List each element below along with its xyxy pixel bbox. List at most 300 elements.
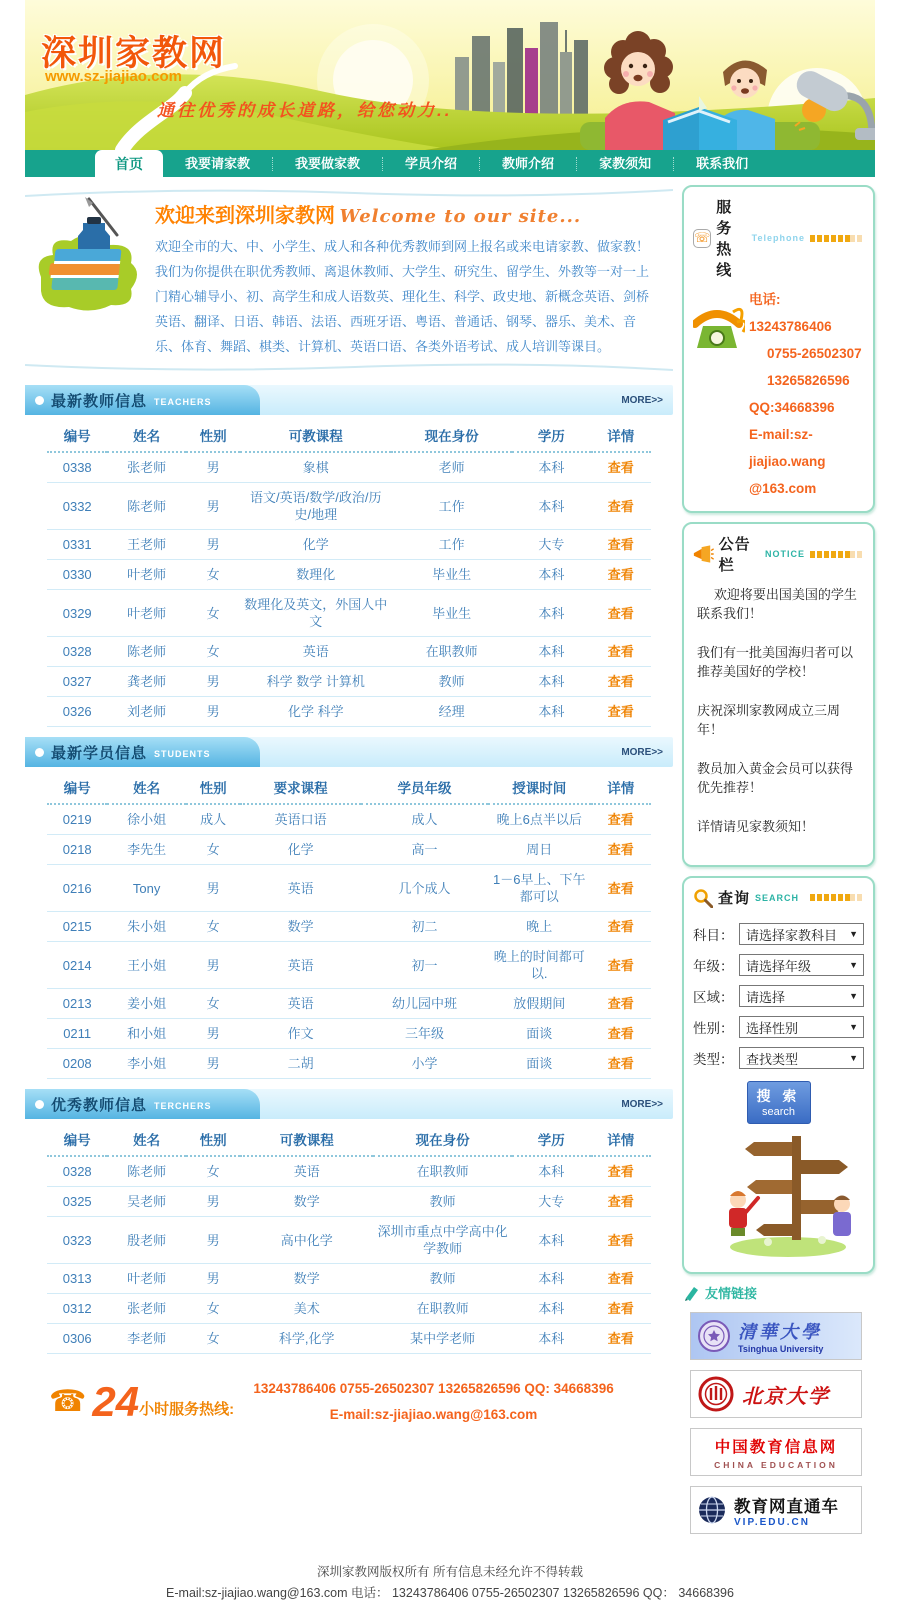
nav-item-home[interactable]: 首页 <box>95 150 163 177</box>
welcome-paragraph-1: 欢迎全市的大、中、小学生、成人和各种优秀教师到网上报名或来电请家教、做家教！ <box>155 239 650 254</box>
table-cell: 本科 <box>512 1217 591 1264</box>
table-cell: 0215 <box>47 912 107 942</box>
view-link[interactable]: 查看 <box>607 880 634 896</box>
page-container <box>25 0 875 1604</box>
select-value: 请选择年级 <box>746 958 812 974</box>
table-cell: 化学 科学 <box>240 697 391 727</box>
table-cell: 陈老师 <box>107 1156 186 1187</box>
site-tagline: 通往优秀的成长道路，给您动力.. <box>157 101 453 120</box>
table-cell: 李老师 <box>107 1324 186 1354</box>
search-field-type <box>693 1047 864 1069</box>
table-row <box>47 1187 651 1217</box>
notice-list <box>693 581 864 836</box>
table-cell: 英语口语 <box>240 804 361 835</box>
table-cell: 本科 <box>512 483 591 530</box>
field-label: 性别： <box>693 1021 734 1036</box>
col-gender: 性别 <box>186 417 240 452</box>
box-title: 服务热线 <box>716 199 733 279</box>
tsinghua-seal-icon <box>697 1319 731 1353</box>
table-cell: 女 <box>186 912 240 942</box>
pen-icon <box>684 1285 700 1301</box>
table-cell: 男 <box>186 1019 240 1049</box>
gender-select[interactable] <box>739 1016 864 1038</box>
search-field-region <box>693 985 864 1007</box>
table-cell: 化学 <box>240 835 361 865</box>
table-row <box>47 865 651 912</box>
col-grade: 学员年级 <box>361 769 488 804</box>
view-link[interactable]: 查看 <box>607 460 634 475</box>
footer-contacts: E-mail:sz-jiajiao.wang@163.com 电话： 13243786406 0755-26502307 13265826596 QQ： 34668396 <box>166 1586 734 1600</box>
table-cell: 0214 <box>47 942 107 989</box>
service-line: 0755-26502307 <box>767 346 862 361</box>
students-table <box>47 769 651 1079</box>
table-cell: 面谈 <box>488 1049 591 1079</box>
table-cell: 大专 <box>512 530 591 560</box>
table-cell: 0313 <box>47 1264 107 1294</box>
section-header <box>25 737 673 767</box>
box-title: 公告栏 <box>718 536 751 574</box>
banner-title: 北京大学 <box>742 1383 830 1408</box>
search-field-gender <box>693 1016 864 1038</box>
table-cell: 本科 <box>512 697 591 727</box>
box-title: 查询 <box>718 890 751 907</box>
col-id: 编号 <box>47 769 107 804</box>
col-name: 姓名 <box>107 417 186 452</box>
table-cell: 数学 <box>240 1187 373 1217</box>
table-cell: 美术 <box>240 1294 373 1324</box>
col-identity: 现在身份 <box>391 417 512 452</box>
bullet-icon <box>35 748 44 757</box>
col-courses: 要求课程 <box>240 769 361 804</box>
notice-item: 教员加入黄金会员可以获得优先推荐！ <box>697 761 854 795</box>
search-box <box>682 876 875 1274</box>
service-lines <box>745 286 864 502</box>
site-header <box>25 0 875 150</box>
col-detail: 详情 <box>591 769 651 804</box>
table-cell: 李先生 <box>107 835 186 865</box>
section-latest-students <box>25 737 673 1079</box>
view-link[interactable]: 查看 <box>607 674 634 689</box>
table-cell: 三年级 <box>361 1019 488 1049</box>
table-cell: 二胡 <box>240 1049 361 1079</box>
page-footer <box>25 1552 875 1604</box>
table-cell: 0326 <box>47 697 107 727</box>
box-subtitle: NOTICE <box>764 549 805 559</box>
table-cell: 叶老师 <box>107 1264 186 1294</box>
table-row <box>47 1324 651 1354</box>
table-cell: 本科 <box>512 1156 591 1187</box>
section-tab <box>25 1089 260 1119</box>
search-field-grade <box>693 954 864 976</box>
view-link[interactable]: 查看 <box>607 1056 634 1071</box>
view-link[interactable]: 查看 <box>607 1271 634 1286</box>
table-cell: 在职教师 <box>391 637 512 667</box>
globe-icon <box>697 1495 727 1525</box>
region-select[interactable] <box>739 985 864 1007</box>
view-link[interactable]: 查看 <box>607 605 634 621</box>
hotline-24-label: 小时服务热线: <box>139 1400 235 1418</box>
select-value: 查找类型 <box>746 1051 799 1067</box>
table-cell: 男 <box>186 530 240 560</box>
field-label: 科目： <box>693 928 734 943</box>
table-cell: 0219 <box>47 804 107 835</box>
welcome-paragraph-2: 我们为你提供在职优秀教师、离退休教师、大学生、研究生、留学生、外教等一对一上门精心辅导小、初、高学生和成人语数英、理化生、科学、政史地、新概念英语、剑桥英语、翻译、日语、韩语、法语、西班牙语、粤语、普通话、钢琴、器乐、美术、音乐、体育、舞蹈、棋类、计算机、英语口语、各类外语考试、成人培训等课目。 <box>155 264 650 354</box>
table-cell: 数理化及英文，外国人中文 <box>240 590 391 637</box>
view-link[interactable]: 查看 <box>607 919 634 934</box>
box-subtitle: SEARCH <box>755 892 800 903</box>
phone-icon: ☎ <box>49 1385 87 1418</box>
main-nav <box>25 150 875 177</box>
table-row <box>47 1156 651 1187</box>
col-gender: 性别 <box>186 1121 240 1156</box>
hotline-24h <box>25 1360 673 1436</box>
table-cell: 男 <box>186 697 240 727</box>
table-cell: 高中化学 <box>240 1217 373 1264</box>
link-banner-pku[interactable] <box>690 1370 862 1418</box>
signpost-illustration-wrap <box>693 1128 864 1263</box>
view-link[interactable]: 查看 <box>607 1194 634 1209</box>
table-cell: 陈老师 <box>107 637 186 667</box>
col-courses: 可教课程 <box>240 1121 373 1156</box>
section-excellent-teachers <box>25 1089 673 1354</box>
select-value: 选择性别 <box>746 1020 799 1036</box>
signpost-illustration <box>704 1128 864 1258</box>
table-cell: 李小姐 <box>107 1049 186 1079</box>
nav-item-teachers[interactable]: 教师介绍 <box>479 157 576 171</box>
table-cell: 0327 <box>47 667 107 697</box>
section-subtitle: TEACHERS <box>154 397 212 407</box>
table-cell: 放假期间 <box>488 989 591 1019</box>
nav-item-students[interactable]: 学员介绍 <box>382 157 479 171</box>
table-cell: 王小姐 <box>107 942 186 989</box>
table-cell: 女 <box>186 1294 240 1324</box>
table-cell: 女 <box>186 835 240 865</box>
col-time: 授课时间 <box>488 769 591 804</box>
select-value: 请选择家教科目 <box>746 927 838 943</box>
view-link[interactable]: 查看 <box>607 1331 634 1346</box>
table-cell: 面谈 <box>488 1019 591 1049</box>
table-cell: 教师 <box>373 1264 512 1294</box>
table-cell: 晚上6点半以后 <box>488 804 591 835</box>
table-header-row <box>47 417 651 452</box>
section-title: 最新学员信息 <box>51 744 148 762</box>
service-line: 13265826596 <box>767 373 850 388</box>
view-link[interactable]: 查看 <box>607 704 634 719</box>
view-link[interactable]: 查看 <box>607 498 634 514</box>
table-row <box>47 483 651 530</box>
table-row <box>47 1217 651 1264</box>
table-cell: 成人 <box>361 804 488 835</box>
magnifier-icon <box>693 888 713 908</box>
nav-item-notes[interactable]: 家教须知 <box>576 157 673 171</box>
field-label: 区域： <box>693 990 734 1005</box>
table-cell: 晚上的时间都可以. <box>488 942 591 989</box>
table-cell: 殷老师 <box>107 1217 186 1264</box>
table-row <box>47 1294 651 1324</box>
view-link[interactable]: 查看 <box>607 644 634 659</box>
section-tab <box>25 385 260 415</box>
welcome-text <box>155 234 659 359</box>
type-select[interactable] <box>739 1047 864 1069</box>
table-row <box>47 1264 651 1294</box>
table-cell: 初二 <box>361 912 488 942</box>
table-cell: 0328 <box>47 1156 107 1187</box>
bullet-icon <box>35 1100 44 1109</box>
view-link[interactable]: 查看 <box>607 842 634 857</box>
wave-divider <box>25 361 673 375</box>
table-row <box>47 804 651 835</box>
table-cell: 工作 <box>391 483 512 530</box>
table-cell: 陈老师 <box>107 483 186 530</box>
service-line: @163.com <box>749 481 817 496</box>
search-button[interactable] <box>747 1081 811 1124</box>
welcome-panel <box>25 185 673 375</box>
table-cell: 0312 <box>47 1294 107 1324</box>
table-cell: 男 <box>186 483 240 530</box>
service-line: E-mail:sz-jiajiao.wang <box>749 427 826 469</box>
teachers-table <box>47 417 651 727</box>
table-cell: 0218 <box>47 835 107 865</box>
table-cell: 女 <box>186 1156 240 1187</box>
table-cell: 在职教师 <box>373 1294 512 1324</box>
subject-select[interactable] <box>739 923 864 945</box>
table-row <box>47 1049 651 1079</box>
table-cell: 0208 <box>47 1049 107 1079</box>
table-cell: 毕业生 <box>391 590 512 637</box>
table-cell: 0306 <box>47 1324 107 1354</box>
search-button-en: search <box>761 1106 796 1118</box>
table-cell: 毕业生 <box>391 560 512 590</box>
main-column <box>25 185 673 1544</box>
hotline-numbers <box>253 1376 653 1428</box>
table-cell: 晚上 <box>488 912 591 942</box>
more-link[interactable]: MORE>> <box>621 746 663 758</box>
decor-squares <box>810 894 864 901</box>
table-cell: 0328 <box>47 637 107 667</box>
section-subtitle: STUDENTS <box>154 749 211 759</box>
table-cell: 张老师 <box>107 452 186 483</box>
link-banner-china-education[interactable] <box>690 1428 862 1476</box>
view-link[interactable]: 查看 <box>607 1301 634 1316</box>
col-degree: 学历 <box>512 417 591 452</box>
table-cell: 本科 <box>512 452 591 483</box>
table-cell: 教师 <box>391 667 512 697</box>
view-link[interactable]: 查看 <box>607 996 634 1011</box>
table-cell: 姜小姐 <box>107 989 186 1019</box>
banner-title: 清華大學 <box>738 1322 822 1343</box>
table-cell: 男 <box>186 865 240 912</box>
table-cell: 女 <box>186 989 240 1019</box>
table-cell: 本科 <box>512 1294 591 1324</box>
table-cell: 高一 <box>361 835 488 865</box>
section-latest-teachers <box>25 385 673 727</box>
table-cell: 作文 <box>240 1019 361 1049</box>
table-cell: Tony <box>107 865 186 912</box>
table-row <box>47 835 651 865</box>
grade-select[interactable] <box>739 954 864 976</box>
table-cell: 男 <box>186 942 240 989</box>
table-cell: 深圳市重点中学高中化学教师 <box>373 1217 512 1264</box>
table-row <box>47 590 651 637</box>
field-label: 类型： <box>693 1052 734 1067</box>
pku-seal-icon <box>697 1375 735 1413</box>
table-cell: 数理化 <box>240 560 391 590</box>
nav-item-be-tutor[interactable]: 我要做家教 <box>272 157 382 171</box>
box-header <box>693 194 864 286</box>
banner-title: 教育网直通车 <box>734 1497 839 1516</box>
table-cell: 语文/英语/数学/政治/历史/地理 <box>240 483 391 530</box>
search-button-cn: 搜 索 <box>756 1088 801 1104</box>
table-cell: 吴老师 <box>107 1187 186 1217</box>
table-cell: 科学,化学 <box>240 1324 373 1354</box>
section-subtitle: TERCHERS <box>154 1101 212 1111</box>
table-cell: 男 <box>186 1217 240 1264</box>
table-cell: 本科 <box>512 560 591 590</box>
col-name: 姓名 <box>107 1121 186 1156</box>
table-cell: 0332 <box>47 483 107 530</box>
bullet-icon <box>35 396 44 405</box>
col-identity: 现在身份 <box>373 1121 512 1156</box>
service-hotline-box <box>682 185 875 513</box>
link-banner-edu-express[interactable] <box>690 1486 862 1534</box>
view-link[interactable]: 查看 <box>607 1164 634 1179</box>
notice-item: 欢迎将要出国美国的学生联系我们！ <box>697 587 857 621</box>
table-cell: 本科 <box>512 667 591 697</box>
more-link[interactable]: MORE>> <box>621 394 663 406</box>
banner-subtitle: VIP.EDU.CN <box>734 1516 810 1528</box>
table-cell: 女 <box>186 1324 240 1354</box>
table-cell: 王老师 <box>107 530 186 560</box>
view-link[interactable]: 查看 <box>607 812 634 827</box>
table-cell: 数学 <box>240 1264 373 1294</box>
site-logo: 深圳家教网 <box>41 34 227 73</box>
telephone-icon: ☏ <box>693 229 711 248</box>
col-id: 编号 <box>47 1121 107 1156</box>
service-content <box>693 286 864 502</box>
table-row <box>47 637 651 667</box>
hotline-line-1: 13243786406 0755-26502307 13265826596 QQ: 34668396 <box>253 1381 614 1396</box>
field-label: 年级： <box>693 959 734 974</box>
table-cell: 英语 <box>240 865 361 912</box>
table-header-row <box>47 1121 651 1156</box>
table-cell: 男 <box>186 452 240 483</box>
table-cell: 女 <box>186 637 240 667</box>
table-cell: 化学 <box>240 530 391 560</box>
banner-title: 中国教育信息网 <box>714 1438 838 1456</box>
table-cell: 徐小姐 <box>107 804 186 835</box>
friendly-links-header <box>684 1283 875 1302</box>
table-cell: 在职教师 <box>373 1156 512 1187</box>
table-cell: 象棋 <box>240 452 391 483</box>
section-title: 最新教师信息 <box>51 392 148 410</box>
table-cell: 本科 <box>512 1324 591 1354</box>
view-link[interactable]: 查看 <box>607 1026 634 1041</box>
link-banner-tsinghua[interactable] <box>690 1312 862 1360</box>
section-header <box>25 1089 673 1119</box>
notice-item: 详情请见家教须知！ <box>697 819 815 834</box>
service-line: QQ:34668396 <box>749 400 835 415</box>
megaphone-icon <box>693 544 714 564</box>
table-cell: 本科 <box>512 1264 591 1294</box>
site-url: www.sz-jiajiao.com <box>45 68 182 85</box>
table-row <box>47 1019 651 1049</box>
table-cell: 几个成人 <box>361 865 488 912</box>
welcome-title-en: Welcome to our site... <box>339 206 582 227</box>
table-cell: 成人 <box>186 804 240 835</box>
hotline-line-2: E-mail:sz-jiajiao.wang@163.com <box>329 1407 538 1422</box>
table-cell: 张老师 <box>107 1294 186 1324</box>
notice-item: 我们有一批美国海归者可以推荐美国好的学校！ <box>697 645 854 679</box>
view-link[interactable]: 查看 <box>607 957 634 973</box>
table-cell: 1－6早上、下午都可以 <box>488 865 591 912</box>
service-line: 电话: 13243786406 <box>749 292 832 334</box>
view-link[interactable]: 查看 <box>607 567 634 582</box>
table-cell: 小学 <box>361 1049 488 1079</box>
decor-squares <box>810 551 864 558</box>
view-link[interactable]: 查看 <box>607 537 634 552</box>
more-link[interactable]: MORE>> <box>621 1098 663 1110</box>
welcome-title <box>155 199 659 228</box>
section-title: 优秀教师信息 <box>51 1096 148 1114</box>
nav-item-request-tutor[interactable]: 我要请家教 <box>185 155 251 171</box>
table-cell: 科学 数学 计算机 <box>240 667 391 697</box>
table-row <box>47 942 651 989</box>
table-row <box>47 697 651 727</box>
table-cell: 工作 <box>391 530 512 560</box>
table-row <box>47 667 651 697</box>
search-field-subject <box>693 923 864 945</box>
table-cell: 0330 <box>47 560 107 590</box>
table-row <box>47 452 651 483</box>
section-tab <box>25 737 260 767</box>
table-cell: 男 <box>186 1049 240 1079</box>
sidebar <box>682 185 875 1544</box>
table-cell: 0331 <box>47 530 107 560</box>
col-id: 编号 <box>47 417 107 452</box>
table-cell: 本科 <box>512 590 591 637</box>
table-cell: 教师 <box>373 1187 512 1217</box>
table-cell: 0216 <box>47 865 107 912</box>
table-cell: 某中学老师 <box>373 1324 512 1354</box>
col-gender: 性别 <box>186 769 240 804</box>
box-header <box>693 531 864 581</box>
col-detail: 详情 <box>591 417 651 452</box>
table-row <box>47 560 651 590</box>
table-cell: 女 <box>186 590 240 637</box>
table-row <box>47 912 651 942</box>
view-link[interactable]: 查看 <box>607 1232 634 1248</box>
footer-copyright: 深圳家教网版权所有 所有信息未经允许不得转载 <box>317 1565 583 1579</box>
excellent-teachers-table <box>47 1121 651 1354</box>
notice-item: 庆祝深圳家教网成立三周年！ <box>697 703 841 737</box>
table-row <box>47 530 651 560</box>
table-cell: 数学 <box>240 912 361 942</box>
table-cell: 0213 <box>47 989 107 1019</box>
nav-item-contact[interactable]: 联系我们 <box>673 157 770 171</box>
table-cell: 初一 <box>361 942 488 989</box>
table-cell: 男 <box>186 1264 240 1294</box>
col-detail: 详情 <box>591 1121 651 1156</box>
table-cell: 女 <box>186 560 240 590</box>
table-cell: 男 <box>186 667 240 697</box>
banner-subtitle: Tsinghua University <box>738 1344 824 1354</box>
table-header-row <box>47 769 651 804</box>
box-subtitle: Telephone <box>751 233 805 243</box>
table-cell: 经理 <box>391 697 512 727</box>
table-cell: 朱小姐 <box>107 912 186 942</box>
table-cell: 龚老师 <box>107 667 186 697</box>
table-cell: 周日 <box>488 835 591 865</box>
